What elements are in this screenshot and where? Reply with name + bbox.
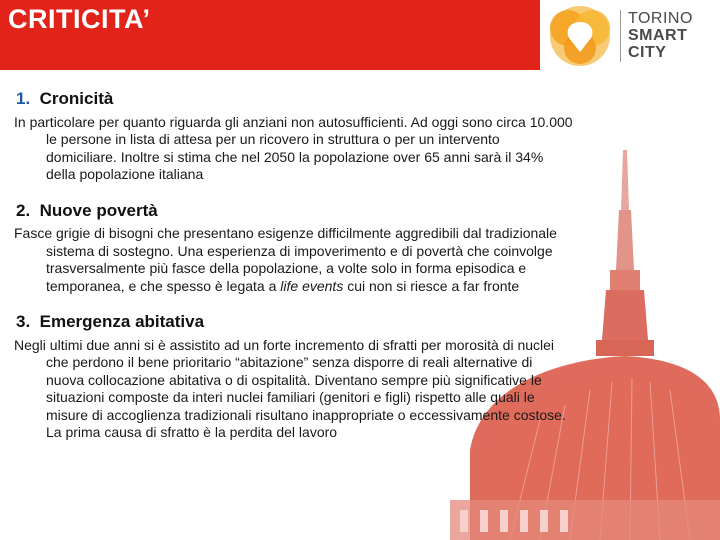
section-number: 3. (16, 312, 31, 331)
section-number: 1. (16, 89, 31, 108)
section-heading-3 (16, 313, 574, 331)
section-title: Cronicità (39, 89, 114, 108)
torino-smart-city-logo (540, 0, 720, 70)
logo-divider (620, 10, 621, 62)
section-text-2 (14, 225, 574, 295)
section-heading-1 (16, 90, 574, 108)
section-text-italic: life events (280, 277, 344, 294)
page-title: CRITICITA’ (8, 4, 151, 34)
section-title: Emergenza abitativa (39, 312, 205, 331)
section-heading-2 (16, 202, 574, 220)
section-title: Nuove povertà (39, 200, 158, 220)
content-area (14, 90, 574, 460)
section-text-3: Negli ultimi due anni si è assistito ad un forte incremento di sfratti per morosità di nuclei che perdono il bene prioritario “abitazione” senza disporre di reali alternative di nuova collocazione abitativa o di ospitalità. Diventano sempre più significative le situazioni composte da interi nuclei familiari (genitori e figli) rispetto alle quali le misure di accoglienza tradizionali risultano inappropriate o eccessivamente costose. La prima causa di sfratto è la perdita del lavoro (14, 336, 566, 440)
title-bar (0, 0, 540, 70)
section-text-1: In particolare per quanto riguarda gli anziani non autosufficienti. Ad oggi sono circa 10.000 le persone in lista di attesa per un ricovero in struttura o per un intervento domiciliare. Inoltre si stima che nel 2050 la popolazione over 65 anni sarà il 34% della popolazione italiana (14, 113, 573, 182)
section-text-part: Fasce grigie di bisogni che presentano esigenze difficilmente aggredibili dal tradizionale sistema di sostegno. Una esperienza di impoverimento e di povertà che coinvolge trasversalmente più fasce della popolazione, a volte solo in forma episodica e temporanea, e che spesso è legata a (14, 225, 557, 294)
logo-line-torino: TORINO (628, 10, 693, 27)
logo-symbol-icon (540, 0, 620, 70)
section-number: 2. (16, 200, 31, 220)
logo-line-city: CITY (628, 44, 667, 61)
logo-line-smart: SMART (628, 27, 688, 44)
section-text-part: cui non si riesce a far fronte (343, 277, 520, 294)
logo-text (628, 10, 693, 61)
